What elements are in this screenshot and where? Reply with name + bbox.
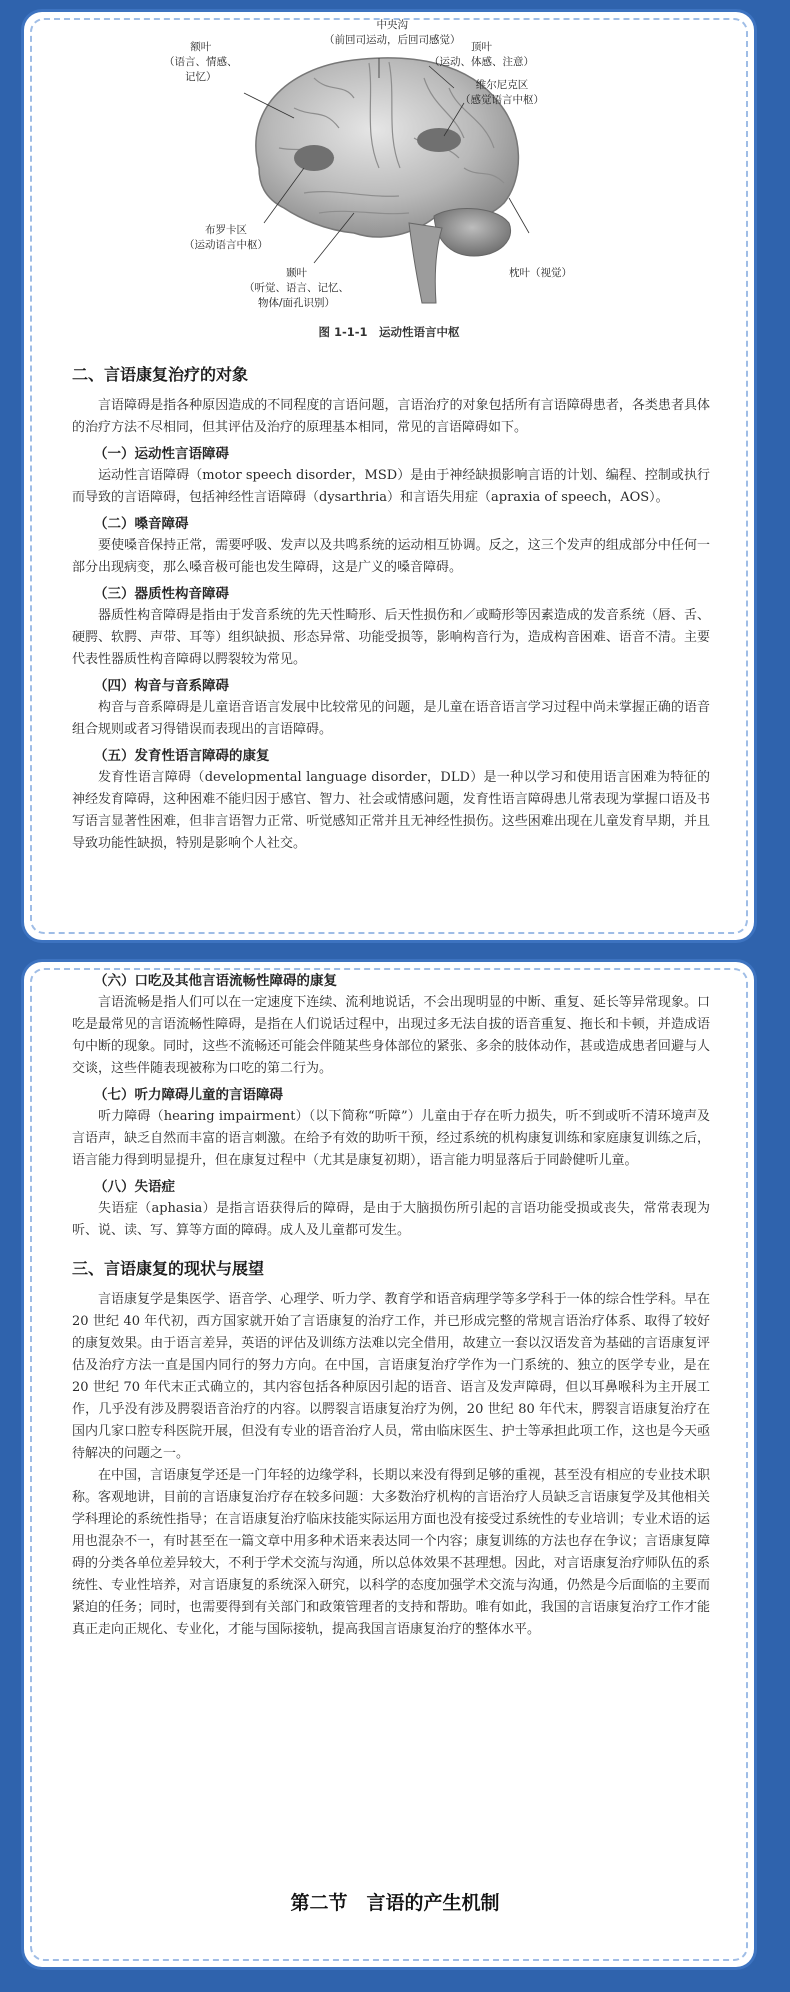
label-temporal-lobe: 颞叶 （听觉、语言、记忆、 物体/面孔识别） — [244, 267, 349, 309]
label-frontal-lobe: 额叶 （语言、情感、 记忆） — [164, 41, 238, 83]
label-central-sulcus: 中央沟 （前回司运动，后回司感觉） — [324, 19, 461, 46]
paragraph-2: 要使嗓音保持正常，需要呼吸、发声以及共鸣系统的运动相互协调。反之，这三个发声的组成部分中任何一部分出现病变，那么嗓音极可能也发生障碍，这是广义的嗓音障碍。 — [72, 538, 710, 575]
subheading-5: （五）发育性语言障碍的康复 — [94, 748, 270, 764]
content-card-1 — [24, 12, 754, 940]
paragraph-8: 失语症（aphasia）是指言语获得后的障碍，是由于大脑损伤所引起的言语功能受损或丧失，常常表现为听、说、读、写、算等方面的障碍。成人及儿童都可发生。 — [72, 1201, 710, 1238]
figure-caption: 图 1-1-1 运动性语言中枢 — [318, 325, 460, 339]
broca-area — [294, 145, 334, 171]
subheading-7: （七）听力障碍儿童的言语障碍 — [94, 1087, 283, 1103]
label-wernicke: 维尔尼克区 （感觉语言中枢） — [460, 79, 544, 106]
section-2-title: 二、言语康复治疗的对象 — [72, 365, 249, 384]
section-2-intro: 言语障碍是指各种原因造成的不同程度的言语问题，言语治疗的对象包括所有言语障碍患者，各类患者具体的治疗方法不尽相同，但其评估及治疗的原理基本相同，常见的言语障碍如下。 — [72, 398, 710, 435]
paragraph-1: 运动性言语障碍（motor speech disorder，MSD）是由于神经缺损影响言语的计划、编程、控制或执行而导致的言语障碍，包括神经性言语障碍（dysarthria）和言语失用症（apraxia of speech，AOS）。 — [72, 468, 710, 505]
section-3-paragraph-1: 言语康复学是集医学、语音学、心理学、听力学、教育学和语音病理学等多学科于一体的综合性学科。早在 20 世纪 40 年代初，西方国家就开始了言语康复的治疗工作，并已形成完整的常规言语治疗体系、取得了较好的康复效果。由于语言差异，英语的评估及训练方法难以完全借用，故建立一套以汉语发音为基础的言语康复评估及治疗方法一直是国内同行的努力方向。在中国，言语康复治疗学作为一门系统的、独立的医学专业，是在 20 世纪 70 年代末正式确立的，其内容包括各种原因引起的语音、语言及发声障碍，但以耳鼻喉科为主开展工作，几乎没有涉及腭裂语音治疗的内容。以腭裂言语康复治疗为例，20 世纪 80 年代末，腭裂言语康复治疗在国内几家口腔专科医院开展，但没有专业的语音治疗人员，常由临床医生、护士等承担此项工作，这也是今天亟待解决的问题之一。 — [72, 1292, 710, 1461]
wernicke-area — [417, 128, 461, 152]
subheading-4: （四）构音与音系障碍 — [94, 678, 229, 694]
section-2 — [72, 362, 710, 855]
content-card-2 — [24, 962, 754, 1967]
paragraph-5: 发育性语言障碍（developmental language disorder，DLD）是一种以学习和使用语言困难为特征的神经发育障碍，这种困难不能归因于感官、智力、社会或情感问题，发育性语言障碍患儿常表现为掌握口语及书写语言显著性困难，但非言语智力正常、听觉感知正常并且无神经性损伤。这些困难出现在儿童发育早期，并且导致功能性缺损，特别是影响个人社交。 — [72, 770, 710, 851]
brain-figure — [164, 18, 594, 338]
subheading-8: （八）失语症 — [94, 1179, 175, 1195]
paragraph-4: 构音与音系障碍是儿童语音语言发展中比较常见的问题，是儿童在语音语言学习过程中尚未掌握正确的语音组合规则或者习得错误而表现出的言语障碍。 — [72, 700, 710, 737]
paragraph-3: 器质性构音障碍是指由于发音系统的先天性畸形、后天性损伤和／或畸形等因素造成的发音系统（唇、舌、硬腭、软腭、声带、耳等）组织缺损、形态异常、功能受损等，影响构音行为，造成构音困难、语音不清。主要代表性器质性构音障碍以腭裂较为常见。 — [72, 608, 710, 667]
label-broca: 布罗卡区 （运动语言中枢） — [184, 224, 268, 251]
label-parietal-lobe: 顶叶 （运动、体感、注意） — [429, 41, 534, 68]
paragraph-7: 听力障碍（hearing impairment）（以下简称“听障”）儿童由于存在听力损失，听不到或听不清环境声及言语声，缺乏自然而丰富的语言刺激。在给予有效的助听干预，经过系统的机构康复训练和家庭康复训练之后，语言能力得到明显提升，但在康复过程中（尤其是康复初期），语言能力明显落后于同龄健听儿童。 — [72, 1109, 710, 1168]
subheading-3: （三）器质性构音障碍 — [94, 586, 229, 602]
subheading-2: （二）嗓音障碍 — [94, 516, 189, 532]
subheading-6: （六）口吃及其他言语流畅性障碍的康复 — [94, 973, 337, 989]
paragraph-6: 言语流畅是指人们可以在一定速度下连续、流利地说话，不会出现明显的中断、重复、延长等异常现象。口吃是最常见的言语流畅性障碍，是指在人们说话过程中，出现过多无法自拔的语音重复、拖长和卡顿，并造成语句中断的现象。同时，这些不流畅还可能会伴随某些身体部位的紧张、多余的肢体动作，甚或造成患者回避与人交谈，这些伴随表现被称为口吃的第二行为。 — [72, 995, 710, 1076]
section-3-paragraph-2: 在中国，言语康复学还是一门年轻的边缘学科，长期以来没有得到足够的重视，甚至没有相应的专业技术职称。客观地讲，目前的言语康复治疗存在较多问题：大多数治疗机构的言语治疗人员缺乏言语康复学及其他相关学科理论的系统性指导；在言语康复治疗临床技能实际运用方面也没有接受过系统性的专业培训；专业术语的运用也混杂不一，有时甚至在一篇文章中用多种术语来表达同一个内容；康复训练的方法也存在争议；言语康复障碍的分类各单位差异较大，不利于学术交流与沟通，所以总体效果不甚理想。因此，对言语康复治疗师队伍的系统性、专业性培养，对言语康复的系统深入研究，以科学的态度加强学术交流与沟通，仍然是今后面临的主要而紧迫的任务；同时，也需要得到有关部门和政策管理者的支持和帮助。唯有如此，我国的言语康复治疗工作才能真正走向正规化、专业化，才能与国际接轨，提高我国言语康复治疗的整体水平。 — [72, 1468, 710, 1637]
label-occipital-lobe: 枕叶（视觉） — [509, 267, 572, 279]
section-3-title: 三、言语康复的现状与展望 — [72, 1259, 265, 1278]
subheading-1: （一）运动性言语障碍 — [94, 446, 229, 462]
section-2-continued — [72, 966, 710, 1641]
chapter-section-heading: 第二节 言语的产生机制 — [290, 1892, 500, 1914]
